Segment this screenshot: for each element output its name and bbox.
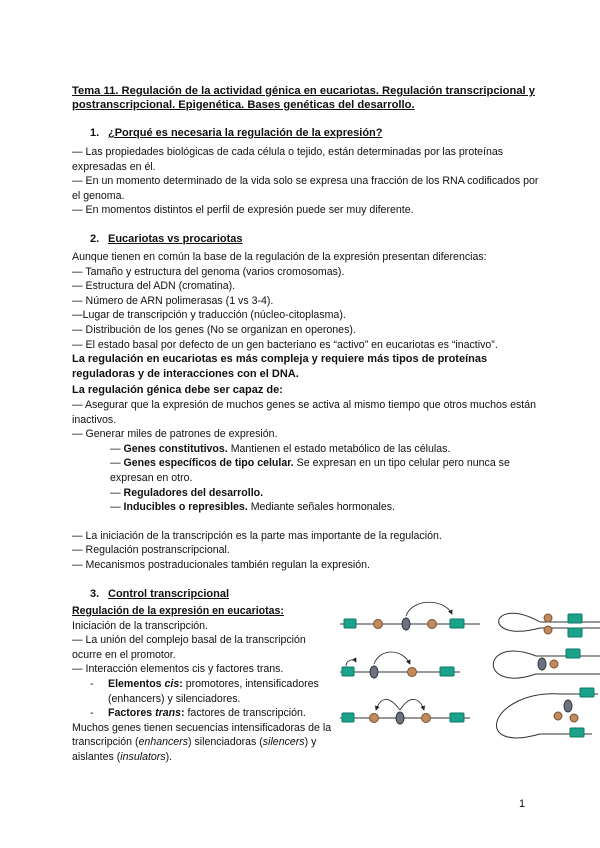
list-item: — Regulación postranscripcional. — [72, 544, 230, 557]
section-2-title: Eucariotas vs procariotas — [108, 233, 243, 245]
section-2-body — [72, 250, 542, 572]
paragraph: Iniciación de la transcripción. — [72, 619, 209, 632]
gene-type-term: Reguladores del desarrollo. — [123, 486, 264, 499]
section-1-title: ¿Porqué es necesaria la regulación de la expresión? — [108, 127, 383, 139]
list-item: — El estado basal por defecto de un gen bacteriano es “activo” en eucariotas es “inactivo”. — [72, 338, 498, 351]
bold-statement: La regulación en eucariotas es más compleja y requiere más tipos de proteínas reguladoras y de interacciones con el DNA. — [72, 353, 488, 380]
list-item: — Tamaño y estructura del genoma (varios cromosomas). — [72, 265, 345, 278]
page-number: 1 — [519, 798, 526, 810]
list-item: — Mecanismos postraducionales también regulan la expresión. — [72, 558, 370, 571]
paragraph: — En un momento determinado de la vida solo se expresa una fracción de los RNA codificados por el genoma. — [72, 175, 539, 202]
page-title: Tema 11. Regulación de la actividad génica en eucariotas. Regulación transcripcional y postranscripcional. Epigenética. Bases genéticas del desarrollo. — [72, 85, 535, 111]
paragraph: — Las propiedades biológicas de cada célula o tejido, están determinadas por las proteínas expresadas en él. — [72, 146, 504, 173]
list-item: — Interacción elementos cis y factores trans. — [72, 663, 284, 676]
factor-oval-icon — [402, 618, 410, 630]
list-item: — Estructura del ADN (cromatina). — [72, 280, 236, 293]
gene-type-term: Genes constitutivos. — [123, 442, 228, 455]
section-3-subheading: Regulación de la expresión en eucariotas: — [72, 605, 284, 617]
diagram-row-2 — [340, 652, 460, 678]
gene-type-term: Inducibles o represibles. — [123, 501, 248, 514]
list-item: — La iniciación de la transcripción es la parte mas importante de la regulación. — [72, 529, 442, 542]
cis-bullet: - Elementos cis: promotores, intensificadores (enhancers) y silenciadores. — [90, 677, 319, 705]
list-item: — Generar miles de patrones de expresión. — [72, 428, 278, 441]
section-3-body — [72, 604, 334, 765]
section-3-heading — [90, 587, 229, 601]
section-2-heading — [90, 232, 243, 246]
gene-type-desc: Mantienen el estado metabólico de las células. — [227, 442, 451, 455]
diagram-row-3 — [340, 699, 470, 724]
diagram-loop-1 — [499, 613, 600, 637]
closing-paragraph: Muchos genes tienen secuencias intensificadoras de la transcripción (enhancers) silenciadoras (silencers) y aislantes (insulators). — [72, 721, 332, 763]
section-2-number: 2. — [90, 233, 100, 245]
transcription-regulation-diagram — [340, 594, 600, 744]
diagram-loop-2 — [493, 649, 600, 678]
gene-type-desc: Mediante señales hormonales. — [247, 501, 396, 514]
diagram-loop-3 — [496, 688, 598, 738]
gene-type-item: — Genes constitutivos. Mantienen el estado metabólico de las células. — [110, 442, 451, 455]
gene-type-desc: Se expresan en un tipo celular pero nunca se expresan en otro. — [110, 457, 510, 484]
gene-type-item: — Inducibles o represibles. Mediante señales hormonales. — [110, 501, 396, 514]
enhancer-circle-icon — [374, 620, 383, 629]
gene-type-term: Genes específicos de tipo celular. — [123, 457, 294, 470]
section-1-body — [72, 145, 542, 218]
paragraph: Aunque tienen en común la base de la regulación de la expresión presentan diferencias: — [72, 251, 487, 263]
gene-type-item: — Genes específicos de tipo celular. Se expresan en un tipo celular pero nunca se expresan en otro. — [110, 457, 510, 484]
list-item: — Distribución de los genes (No se organizan en operones). — [72, 323, 356, 336]
gene-type-item: — Reguladores del desarrollo. — [110, 486, 264, 499]
gene-box-icon — [344, 619, 356, 628]
trans-bullet: - Factores trans: factores de transcripción. — [90, 707, 306, 720]
section-3-title: Control transcripcional — [108, 588, 230, 600]
section-1-number: 1. — [90, 127, 100, 139]
section-1-heading — [90, 126, 383, 140]
list-item: — Asegurar que la expresión de muchos genes se activa al mismo tiempo que otros muchos están inactivos. — [72, 398, 537, 426]
paragraph: — En momentos distintos el perfil de expresión puede ser muy diferente. — [72, 204, 414, 217]
list-item: — La unión del complejo basal de la transcripción ocurre en el promotor. — [72, 634, 306, 661]
capaz-heading: La regulación génica debe ser capaz de: — [72, 384, 283, 397]
list-item: —Lugar de transcripción y traducción (núcleo-citoplasma). — [72, 309, 346, 322]
list-item: — Número de ARN polimerasas (1 vs 3-4). — [72, 294, 274, 307]
diagram-row-1 — [340, 602, 480, 630]
section-3-number: 3. — [90, 588, 100, 600]
